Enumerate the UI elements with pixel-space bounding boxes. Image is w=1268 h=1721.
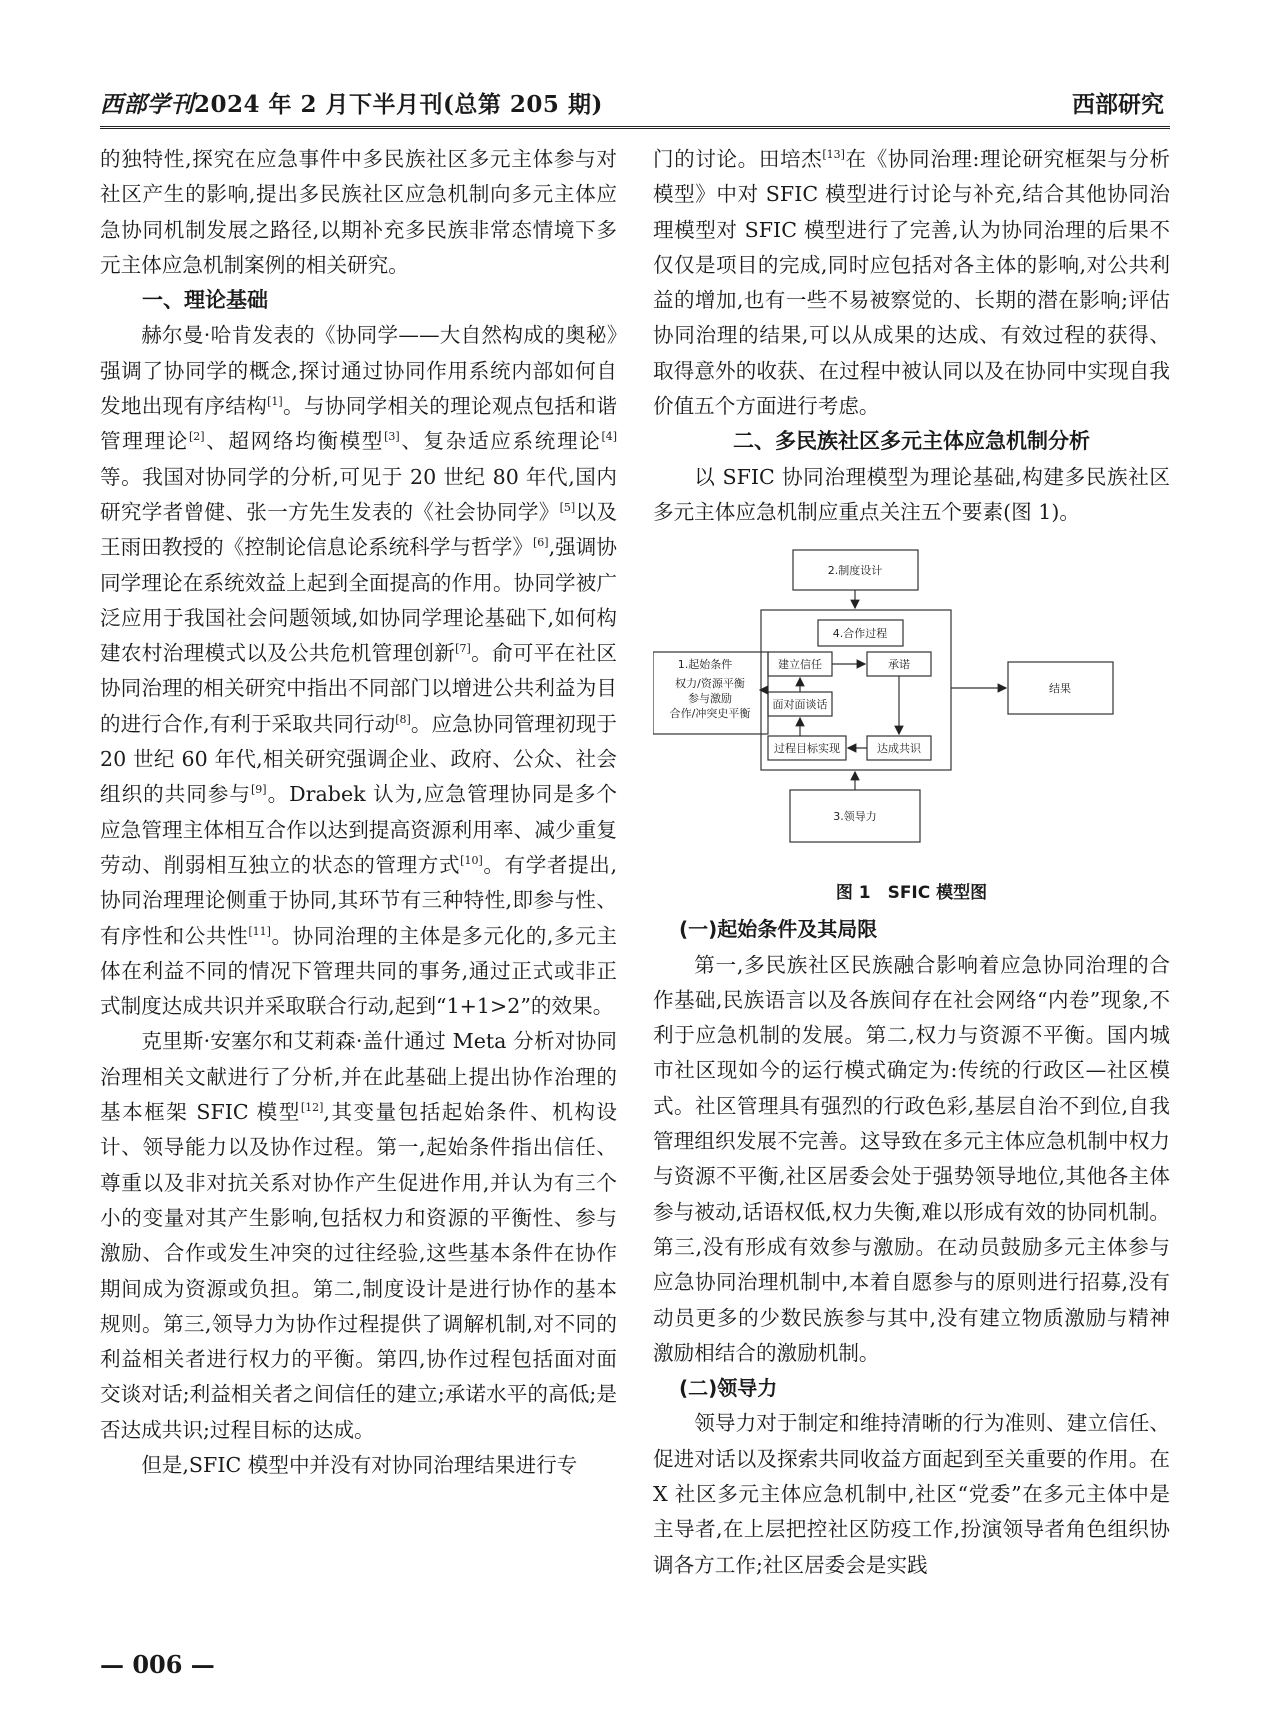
leadership-label: 3.领导力 xyxy=(833,810,877,824)
right-column xyxy=(653,142,1170,1583)
paragraph: 赫尔曼·哈肯发表的《协同学——大自然构成的奥秘》强调了协同学的概念,探讨通过协同作用系统内部如何自发地出现有序结构[1]。与协同学相关的理论观点包括和谐管理理论[2]、超网络均衡模型[3]、复杂适应系统理论[4]等。我国对协同学的分析,可见于 20 世纪 80 年代,国内研究学者曾健、张一方先生发表的《社会协同学》[5]以及王雨田教授的《控制论信息论系统科学与哲学》[6],强调协同学理论在系统效益上起到全面提高的作用。协同学被广泛应用于我国社会问题领域,如协同学理论基础下,如何构建农村治理模式以及公共危机管理创新[7]。俞可平在社区协同治理的相关研究中指出不同部门以增进公共利益为目的进行合作,有利于采取共同行动[8]。应急协同管理初现于 20 世纪 60 年代,相关研究强调企业、政府、公众、社会组织的共同参与[9]。Drabek 认为,应急管理协同是多个应急管理主体相互合作以达到提高资源利用率、减少重复劳动、削弱相互独立的状态的管理方式[10]。有学者提出,协同治理理论侧重于协同,其环节有三种特性,即参与性、有序性和公共性[11]。协同治理的主体是多元化的,多元主体在利益不同的情况下管理共同的事务,通过正式或非正式制度达成共识并采取联合行动,起到“1+1>2”的效果。 xyxy=(100,323,618,1019)
citation-ref: [12] xyxy=(300,1101,324,1115)
running-header xyxy=(100,86,1170,129)
institution-label: 2.制度设计 xyxy=(827,564,883,578)
citation-ref: [10] xyxy=(460,854,483,868)
citation-ref: [9] xyxy=(251,783,267,797)
citation-ref: [11] xyxy=(248,924,271,938)
section-heading-1: 一、理论基础 xyxy=(142,288,268,313)
citation-ref: [3] xyxy=(384,430,400,444)
citation-ref: [8] xyxy=(395,712,411,726)
subsection-heading: (一)起始条件及其局限 xyxy=(679,917,878,942)
left-column xyxy=(100,142,617,1483)
trust-label: 建立信任 xyxy=(778,658,822,672)
start-line: 权力/资源平衡 xyxy=(675,677,745,691)
citation-ref: [5] xyxy=(559,501,576,515)
page-number: — 006 — xyxy=(100,1650,215,1679)
issue-info: 2024 年 2 月下半月刊(总第 205 期) xyxy=(194,91,603,118)
paragraph: 门的讨论。田培杰[13]在《协同治理:理论研究框架与分析模型》中对 SFIC 模型进行讨论与补充,结合其他协同治理模型对 SFIC 模型进行了完善,认为协同治理的后果不仅仅是项目的完成,同时应包括对各主体的影响,对公共利益的增加,也有一些不易被察觉的、长期的潜在影响;评估协同治理的结果,可以从成果的达成、有效过程的获得、取得意外的收获、在过程中被认同以及在协同中实现自我价值五个方面进行考虑。 xyxy=(653,147,1171,419)
citation-ref: [13] xyxy=(822,148,845,162)
journal-masthead xyxy=(100,86,603,119)
commit-label: 承诺 xyxy=(888,658,910,672)
figure-caption: 图 1 SFIC 模型图 xyxy=(835,883,988,904)
subsection-heading: (二)领导力 xyxy=(679,1376,778,1401)
citation-ref: [4] xyxy=(601,430,618,444)
dialogue-label: 面对面谈话 xyxy=(772,698,828,712)
citation-ref: [1] xyxy=(267,395,283,409)
paragraph: 的独特性,探究在应急事件中多民族社区多元主体参与对社区产生的影响,提出多民族社区应急机制向多元主体应急协同机制发展之路径,以期补充多民族非常态情境下多元主体应急机制案例的相关研究。 xyxy=(100,147,617,277)
paragraph: 领导力对于制定和维持清晰的行为准则、建立信任、促进对话以及探索共同收益方面起到至关重要的作用。在 X 社区多元主体应急机制中,社区“党委”在多元主体中是主导者,在上层把控社区防疫工作,扮演领导者角色组织协调各方工作;社区居委会是实践 xyxy=(653,1411,1170,1577)
sfic-diagram xyxy=(653,540,1170,870)
paragraph: 以 SFIC 协同治理模型为理论基础,构建多民族社区多元主体应急机制应重点关注五个要素(图 1)。 xyxy=(653,464,1170,524)
start-line: 参与激励 xyxy=(688,692,732,706)
paragraph: 第一,多民族社区民族融合影响着应急协同治理的合作基础,民族语言以及各族间存在社会网络“内卷”现象,不利于应急机制的发展。第二,权力与资源不平衡。国内城市社区现如今的运行模式确定为:传统的行政区—社区模式。社区管理具有强烈的行政色彩,基层自治不到位,自我管理组织发展不完善。这导致在多元主体应急机制中权力与资源不平衡,社区居委会处于强势领导地位,其他各主体参与被动,话语权低,权力失衡,难以形成有效的协同机制。第三,没有形成有效参与激励。在动员鼓励多元主体参与应急协同治理机制中,本着自愿参与的原则进行招募,没有动员更多的少数民族参与其中,没有建立物质激励与精神激励相结合的激励机制。 xyxy=(653,952,1170,1365)
paragraph: 但是,SFIC 模型中并没有对协同治理结果进行专 xyxy=(141,1452,578,1477)
start-title: 1.起始条件 xyxy=(677,658,733,672)
consensus-label: 达成共识 xyxy=(877,742,921,756)
journal-logo: 西部学刊 xyxy=(100,91,194,118)
process-label: 4.合作过程 xyxy=(832,627,888,641)
start-line: 合作/冲突史平衡 xyxy=(669,707,751,721)
section-heading-2: 二、多民族社区多元主体应急机制分析 xyxy=(733,429,1090,454)
section-name: 西部研究 xyxy=(1072,92,1164,118)
sfic-model-figure xyxy=(653,540,1170,880)
result-label: 结果 xyxy=(1049,682,1071,696)
goal-label: 过程目标实现 xyxy=(774,742,840,756)
paragraph: 克里斯·安塞尔和艾莉森·盖什通过 Meta 分析对协同治理相关文献进行了分析,并在此基础上提出协作治理的基本框架 SFIC 模型[12],其变量包括起始条件、机构设计、领导能力以及协作过程。第一,起始条件指出信任、尊重以及非对抗关系对协作产生促进作用,并认为有三个小的变量对其产生影响,包括权力和资源的平衡性、参与激励、合作或发生冲突的过往经验,这些基本条件在协作期间成为资源或负担。第二,制度设计是进行协作的基本规则。第三,领导力为协作过程提供了调解机制,对不同的利益相关者进行权力的平衡。第四,协作过程包括面对面交谈对话;利益相关者之间信任的建立;承诺水平的高低;是否达成共识;过程目标的达成。 xyxy=(100,1029,617,1442)
citation-ref: [2] xyxy=(188,430,205,444)
citation-ref: [7] xyxy=(455,642,471,656)
citation-ref: [6] xyxy=(533,536,549,550)
